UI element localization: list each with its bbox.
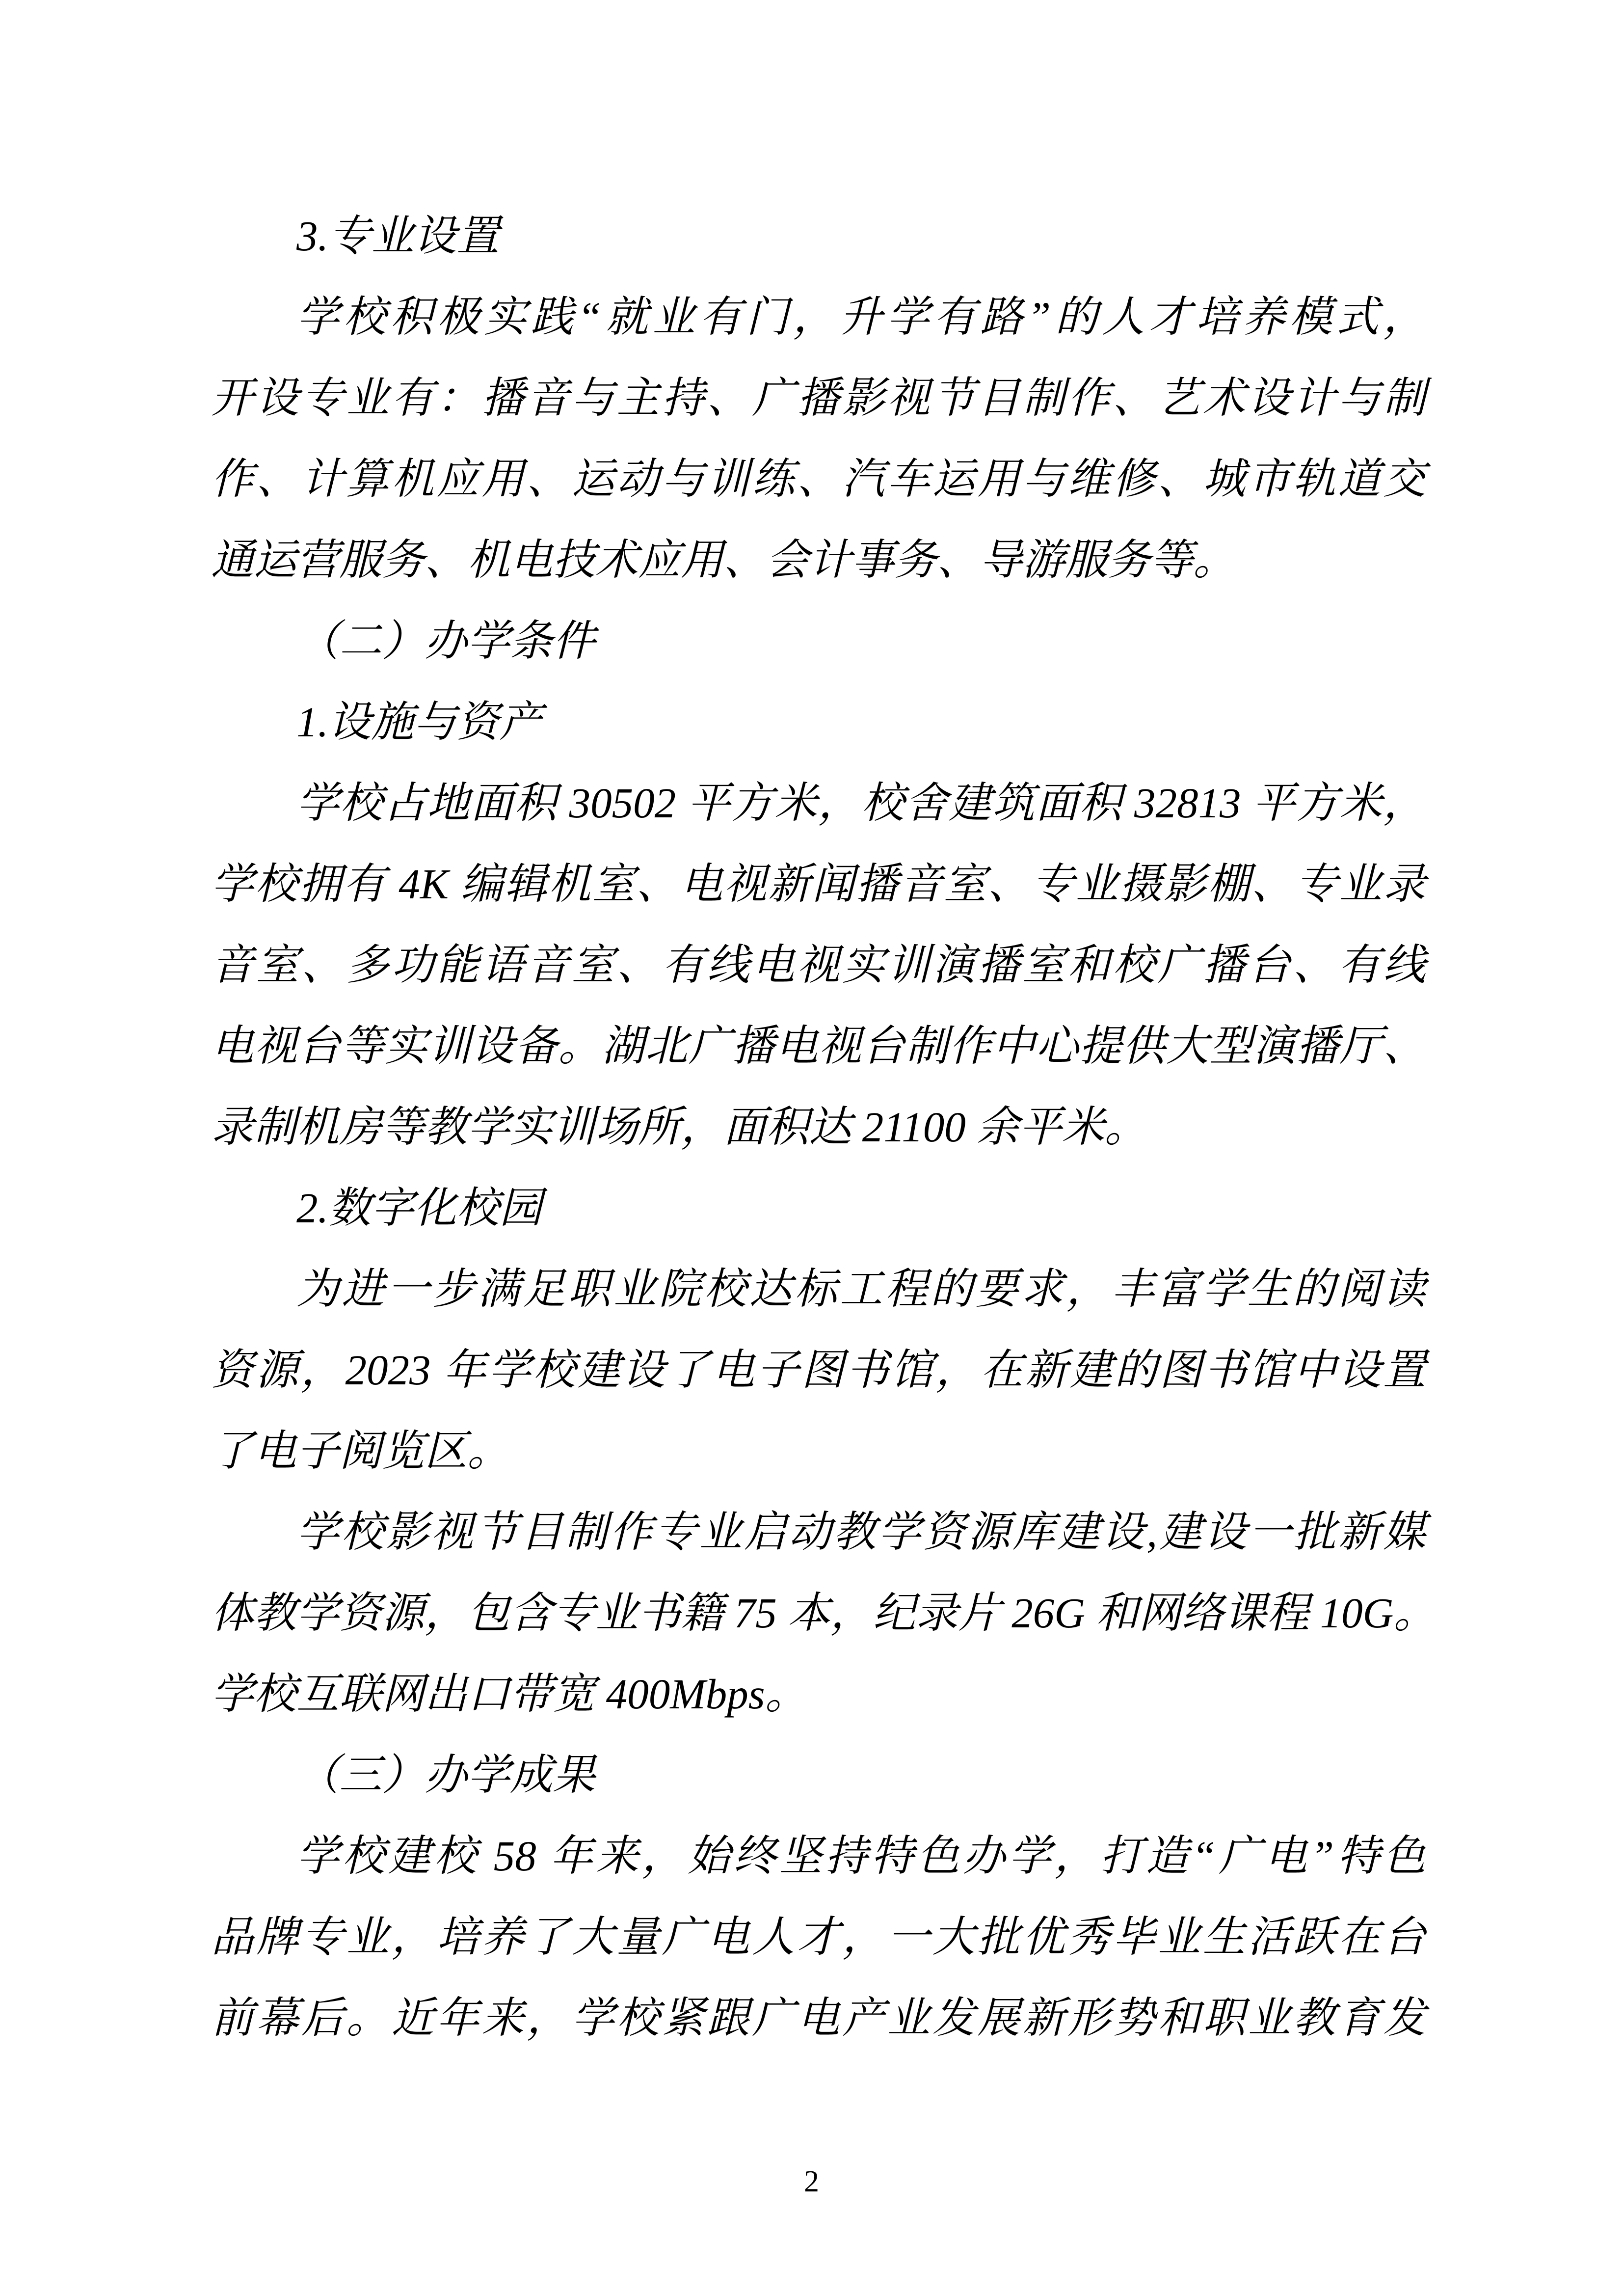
- text-line: 通运营服务、机电技术应用、会计事务、导游服务等。: [211, 536, 1236, 584]
- text-line: 资源，2023 年学校建设了电子图书馆，在新建的图书馆中设置: [211, 1346, 1426, 1394]
- text-line: 电视台等实训设备。湖北广播电视台制作中心提供大型演播厅、: [211, 1022, 1426, 1070]
- text-line: 音室、多功能语音室、有线电视实训演播室和校广播台、有线: [211, 941, 1426, 989]
- text-line: 学校互联网出口带宽 400Mbps。: [211, 1670, 808, 1718]
- text-line: 录制机房等教学实训场所，面积达 21100 余平米。: [211, 1103, 1147, 1151]
- text-line: 学校积极实践“就业有门，升学有路”的人才培养模式，: [296, 293, 1426, 341]
- text-line: （二）办学条件: [296, 617, 595, 665]
- text-line: 2.数字化校园: [296, 1184, 542, 1232]
- text-line: 体教学资源，包含专业书籍 75 本，纪录片 26G 和网络课程 10G。: [211, 1589, 1437, 1637]
- page-number: 2: [804, 2165, 819, 2198]
- text-line: 品牌专业，培养了大量广电人才，一大批优秀毕业生活跃在台: [211, 1913, 1426, 1961]
- text-line: 学校拥有 4K 编辑机室、电视新闻播音室、专业摄影棚、专业录: [211, 860, 1426, 908]
- text-line: 学校建校 58 年来，始终坚持特色办学，打造“广电”特色: [296, 1832, 1426, 1880]
- text-line: 学校占地面积 30502 平方米，校舍建筑面积 32813 平方米，: [296, 779, 1426, 827]
- text-line: 学校影视节目制作专业启动教学资源库建设,建设一批新媒: [296, 1508, 1426, 1556]
- text-line: 3.专业设置: [296, 212, 500, 260]
- text-line: 作、计算机应用、运动与训练、汽车运用与维修、城市轨道交: [211, 455, 1426, 503]
- text-line: 开设专业有：播音与主持、广播影视节目制作、艺术设计与制: [211, 374, 1426, 422]
- text-line: 1.设施与资产: [296, 698, 542, 746]
- text-line: 前幕后。近年来，学校紧跟广电产业发展新形势和职业教育发: [211, 1994, 1426, 2042]
- text-line: 为进一步满足职业院校达标工程的要求，丰富学生的阅读: [296, 1265, 1426, 1313]
- text-line: 了电子阅览区。: [211, 1427, 510, 1475]
- text-line: （三）办学成果: [296, 1751, 595, 1799]
- text-block: [211, 195, 1437, 2058]
